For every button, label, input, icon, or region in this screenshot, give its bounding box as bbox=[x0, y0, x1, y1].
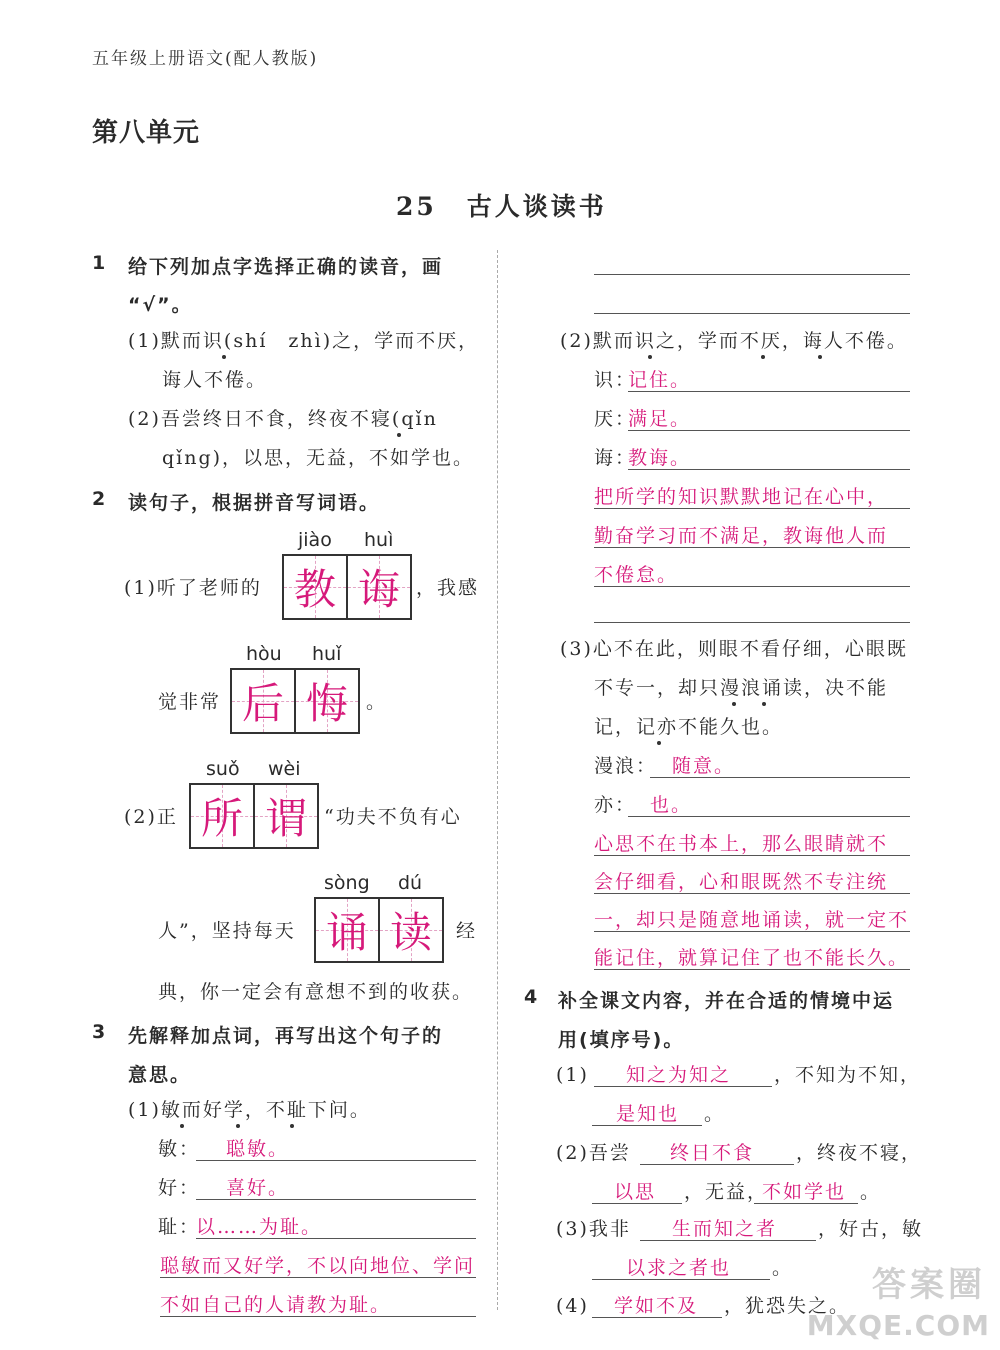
answer-line bbox=[594, 508, 910, 509]
q3-p3-line3: 记，记亦不能久也。 bbox=[594, 716, 784, 738]
answer-line bbox=[594, 313, 910, 314]
pinyin-hui: huì bbox=[364, 529, 394, 551]
q3-yi-answer: 也。 bbox=[650, 794, 693, 816]
q3-min-answer: 聪敏。 bbox=[226, 1138, 290, 1160]
pinyin-suo: suǒ bbox=[206, 758, 240, 780]
q2-s2-post: 。 bbox=[366, 691, 388, 713]
emphasis-dot bbox=[762, 702, 766, 706]
q2-stem: 读句子，根据拼音写词语。 bbox=[128, 492, 381, 514]
q4-i1-answer-2: 是知也 bbox=[616, 1103, 680, 1125]
q4-i2-answer-2: 以思 bbox=[614, 1181, 657, 1203]
char-cell: 谓 bbox=[253, 785, 317, 847]
char-grid-songdu bbox=[314, 897, 444, 963]
q4-i4-mid: ，犹恐失之。 bbox=[724, 1295, 851, 1317]
q1-item1-line1: (1)默而识(shí zhì)之，学而不厌， bbox=[128, 330, 480, 352]
emphasis-dot bbox=[648, 355, 652, 359]
q3-yi-label: 亦： bbox=[594, 794, 637, 816]
emphasis-dot bbox=[222, 355, 226, 359]
q4-i4-pre: (4) bbox=[556, 1295, 589, 1317]
pinyin-jiao: jiào bbox=[298, 529, 332, 551]
q2-s1-post: ，我感 bbox=[416, 577, 480, 599]
answer-line bbox=[594, 547, 910, 548]
pinyin-wei: wèi bbox=[268, 758, 301, 780]
q3-ml-label: 漫浪： bbox=[594, 755, 658, 777]
answer-line bbox=[628, 430, 910, 431]
q3-p3-line2: 不专一，却只漫浪诵读，决不能 bbox=[594, 677, 889, 699]
q2-s2-pre: 觉非常 bbox=[158, 691, 222, 713]
q3-hui-label: 诲： bbox=[594, 447, 637, 469]
answer-line bbox=[160, 1277, 476, 1278]
lesson-number: 25 bbox=[396, 192, 437, 221]
char-cell: 所 bbox=[191, 785, 253, 847]
q2-s5: 典，你一定会有意想不到的收获。 bbox=[158, 981, 474, 1003]
q3-hao-label: 好： bbox=[158, 1177, 201, 1199]
q3-p2-meaning-2: 勤奋学习而不满足，教诲他人而 bbox=[594, 525, 889, 547]
q2-number: 2 bbox=[92, 488, 106, 510]
q3-p1-sentence: (1)敏而好学，不耻下问。 bbox=[128, 1099, 371, 1121]
q4-i3-pre: (3)我非 bbox=[556, 1218, 631, 1240]
q3-p2-meaning-1: 把所学的知识默默地记在心中， bbox=[594, 486, 889, 508]
q2-s4-post: 经 bbox=[456, 920, 478, 942]
answer-line bbox=[594, 855, 910, 856]
q2-s3-pre: (2)正 bbox=[124, 806, 178, 828]
answer-line bbox=[592, 1125, 702, 1126]
answer-line bbox=[592, 1279, 770, 1280]
q3-p3-meaning-2: 会仔细看，心和眼既然不专注统 bbox=[594, 871, 889, 893]
answer-line bbox=[628, 816, 910, 817]
q3-p3-meaning-4: 能记住，就算记住了也不能长久。 bbox=[594, 947, 910, 969]
q2-s1-pre: (1)听了老师的 bbox=[124, 577, 262, 599]
emphasis-dot bbox=[761, 355, 765, 359]
q3-p3-meaning-1: 心思不在书本上，那么眼睛就不 bbox=[594, 833, 889, 855]
answer-line bbox=[628, 469, 910, 470]
q3-chi-answer: 以……为耻。 bbox=[196, 1216, 323, 1238]
watermark-brand: 答案圈 bbox=[872, 1265, 986, 1305]
answer-line bbox=[594, 969, 910, 970]
answer-line bbox=[196, 1238, 476, 1239]
answer-line bbox=[594, 622, 910, 623]
emphasis-dot bbox=[236, 1124, 240, 1128]
answer-line bbox=[594, 1086, 772, 1087]
lesson-name: 古人谈读书 bbox=[466, 192, 607, 221]
answer-line bbox=[592, 1317, 722, 1318]
q1-number: 1 bbox=[92, 252, 106, 274]
q3-yan-label: 厌： bbox=[594, 408, 637, 430]
q4-number: 4 bbox=[524, 986, 538, 1008]
answer-line bbox=[594, 586, 910, 587]
q3-shi-label: 识： bbox=[594, 369, 637, 391]
emphasis-dot bbox=[180, 1124, 184, 1128]
q1-stem-2: “√”。 bbox=[128, 294, 193, 316]
answer-line bbox=[594, 931, 910, 932]
answer-line bbox=[594, 893, 910, 894]
q4-i2-mid: ，终夜不寝， bbox=[796, 1142, 923, 1164]
pinyin-hou: hòu bbox=[246, 643, 282, 665]
emphasis-dot bbox=[657, 741, 661, 745]
answer-line bbox=[650, 777, 910, 778]
watermark-site: MXQE.COM bbox=[806, 1309, 990, 1342]
emphasis-dot bbox=[732, 702, 736, 706]
char-cell: 后 bbox=[232, 670, 294, 732]
answer-line bbox=[594, 274, 910, 275]
q4-i2-answer-3: 不如学也 bbox=[762, 1181, 847, 1203]
q4-i1-mid: ，不知为不知， bbox=[774, 1064, 922, 1086]
answer-line bbox=[196, 1199, 476, 1200]
q3-p1-meaning-2: 不如自己的人请教为耻。 bbox=[160, 1294, 392, 1316]
q4-i1-pre: (1) bbox=[556, 1064, 589, 1086]
q4-i3-end: 。 bbox=[772, 1257, 794, 1279]
q4-i2-mid2: ，无益， bbox=[684, 1181, 769, 1203]
q1-item1-line2: 诲人不倦。 bbox=[162, 369, 268, 391]
q1-item2-line1: (2)吾尝终日不食，终夜不寝(qǐn bbox=[128, 408, 438, 430]
q4-i4-answer-1: 学如不及 bbox=[614, 1295, 699, 1317]
q3-stem: 先解释加点词，再写出这个句子的 bbox=[128, 1025, 444, 1047]
q3-p3-meaning-3: 一，却只是随意地诵读，就一定不 bbox=[594, 909, 910, 931]
char-cell: 诵 bbox=[316, 899, 378, 961]
q1-item2-line2: qǐng)，以思，无益，不如学也。 bbox=[162, 447, 475, 469]
char-grid-suowei bbox=[189, 783, 319, 849]
unit-title: 第八单元 bbox=[92, 118, 201, 148]
q3-number: 3 bbox=[92, 1021, 106, 1043]
column-divider bbox=[497, 250, 498, 1310]
char-grid-jiaohui bbox=[282, 554, 412, 620]
q3-shi-answer: 记住。 bbox=[628, 369, 692, 391]
answer-line bbox=[640, 1164, 794, 1165]
q4-i1-end: 。 bbox=[704, 1103, 726, 1125]
q4-i3-mid: ，好古，敏 bbox=[818, 1218, 924, 1240]
q3-p1-meaning-1: 聪敏而又好学，不以向地位、学问 bbox=[160, 1255, 476, 1277]
q3-stem-2: 意思。 bbox=[128, 1064, 192, 1086]
q3-hao-answer: 喜好。 bbox=[226, 1177, 290, 1199]
answer-line bbox=[592, 1203, 682, 1204]
char-cell: 诲 bbox=[346, 556, 410, 618]
q3-p2-meaning-3: 不倦怠。 bbox=[594, 564, 679, 586]
q2-s3-post: “功夫不负有心 bbox=[324, 806, 462, 828]
char-cell: 教 bbox=[284, 556, 346, 618]
q4-stem: 补全课文内容，并在合适的情境中运 bbox=[558, 990, 895, 1012]
pinyin-hui2: huǐ bbox=[312, 643, 342, 665]
emphasis-dot bbox=[818, 355, 822, 359]
q4-i3-answer-2: 以求之者也 bbox=[626, 1257, 732, 1279]
q3-min-label: 敏： bbox=[158, 1138, 201, 1160]
lesson-title bbox=[396, 187, 607, 223]
q4-i2-end: 。 bbox=[860, 1181, 882, 1203]
emphasis-dot bbox=[290, 1124, 294, 1128]
q4-stem-2: 用(填序号)。 bbox=[558, 1029, 685, 1051]
q3-p2-sentence: (2)默而识之，学而不厌，诲人不倦。 bbox=[560, 330, 908, 352]
answer-line bbox=[160, 1316, 476, 1317]
emphasis-dot bbox=[397, 433, 401, 437]
char-grid-houhui bbox=[230, 668, 360, 734]
answer-line bbox=[628, 391, 910, 392]
answer-line bbox=[754, 1203, 858, 1204]
q3-p3-line1: (3)心不在此，则眼不看仔细，心眼既 bbox=[560, 638, 908, 660]
q3-ml-answer: 随意。 bbox=[672, 755, 736, 777]
q1-stem: 给下列加点字选择正确的读音，画 bbox=[128, 256, 444, 278]
pinyin-du: dú bbox=[398, 872, 423, 894]
q4-i2-pre: (2)吾尝 bbox=[556, 1142, 631, 1164]
pinyin-song: sòng bbox=[324, 872, 370, 894]
char-cell: 读 bbox=[378, 899, 442, 961]
q2-s4-pre: 人”，坚持每天 bbox=[158, 920, 296, 942]
q4-i3-answer-1: 生而知之者 bbox=[672, 1218, 778, 1240]
q3-hui-answer: 教诲。 bbox=[628, 447, 692, 469]
book-header: 五年级上册语文(配人教版) bbox=[92, 49, 319, 69]
answer-line bbox=[640, 1240, 816, 1241]
q3-yan-answer: 满足。 bbox=[628, 408, 692, 430]
char-cell: 悔 bbox=[294, 670, 358, 732]
q4-i2-answer-1: 终日不食 bbox=[670, 1142, 755, 1164]
answer-line bbox=[196, 1160, 476, 1161]
q4-i1-answer-1: 知之为知之 bbox=[626, 1064, 732, 1086]
q3-chi-label: 耻： bbox=[158, 1216, 201, 1238]
